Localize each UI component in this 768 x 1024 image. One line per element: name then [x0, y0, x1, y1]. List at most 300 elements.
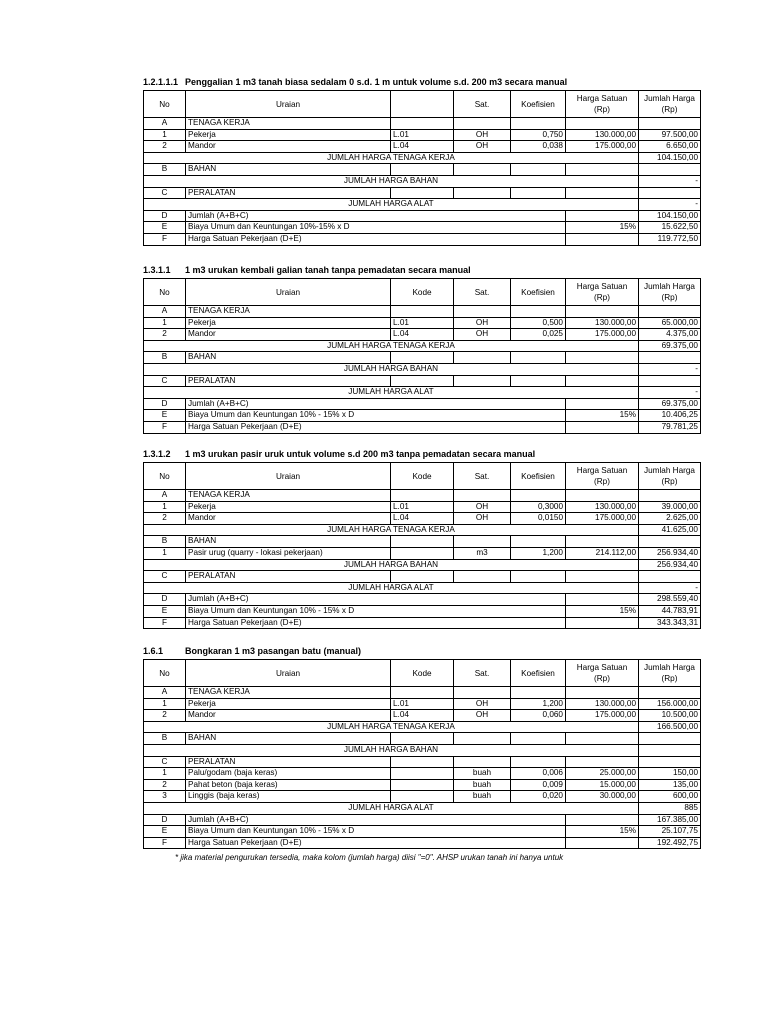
empty-cell: [639, 756, 701, 768]
summary-text: Biaya Umum dan Keuntungan 10% - 15% x D: [186, 605, 566, 617]
row-koefisien: 0,038: [511, 141, 566, 153]
footnote: * jika material pengurukan tersedia, maka kolom (jumlah harga) diisi "=0". AHSP urukan tanah ini hanya untuk: [175, 853, 564, 862]
group-letter: A: [144, 687, 186, 699]
total-row-tenaga-kerja: [144, 721, 701, 733]
row-harga-satuan: 15.000,00: [566, 779, 639, 791]
row-kode: [391, 791, 454, 803]
empty-cell: [639, 187, 701, 199]
row-koefisien: 1,200: [511, 698, 566, 710]
total-label: JUMLAH HARGA BAHAN: [144, 175, 639, 187]
total-row-peralatan: [144, 199, 701, 211]
total-value: 104.150,00: [639, 152, 701, 164]
group-letter: B: [144, 733, 186, 745]
row-uraian: Pahat beton (baja keras): [186, 779, 391, 791]
empty-cell: [391, 687, 454, 699]
row-jumlah-harga: 135,00: [639, 779, 701, 791]
total-row-peralatan: [144, 387, 701, 399]
empty-cell: [391, 164, 454, 176]
header-sat: Sat.: [454, 91, 511, 118]
summary-row-biaya-umum: [144, 826, 701, 838]
summary-percent: 15%: [566, 222, 639, 234]
section-number: 1.3.1.2: [143, 449, 171, 459]
section-title: [143, 265, 471, 276]
empty-cell: [566, 733, 639, 745]
empty-cell: [454, 352, 511, 364]
row-no: 2: [144, 513, 186, 525]
group-letter: A: [144, 118, 186, 130]
total-row-bahan: [144, 559, 701, 571]
total-label: JUMLAH HARGA ALAT: [144, 199, 639, 211]
header-koefisien: Koefisien: [511, 463, 566, 490]
row-koefisien: 0,3000: [511, 501, 566, 513]
group-title: BAHAN: [186, 352, 391, 364]
row-uraian: Linggis (baja keras): [186, 791, 391, 803]
group-title: BAHAN: [186, 536, 391, 548]
summary-row-biaya-umum: [144, 605, 701, 617]
empty-cell: [566, 375, 639, 387]
row-uraian: Pekerja: [186, 698, 391, 710]
header-no: No: [144, 463, 186, 490]
summary-value: 119.772,50: [639, 233, 701, 245]
summary-letter: D: [144, 398, 186, 410]
row-harga-satuan: 175.000,00: [566, 710, 639, 722]
row-koefisien: 1,200: [511, 547, 566, 559]
row-sat: OH: [454, 317, 511, 329]
summary-letter: D: [144, 594, 186, 606]
row-jumlah-harga: 150,00: [639, 768, 701, 780]
row-harga-satuan: 130.000,00: [566, 698, 639, 710]
total-label: JUMLAH HARGA TENAGA KERJA: [144, 524, 639, 536]
header-uraian: Uraian: [186, 279, 391, 306]
group-title: PERALATAN: [186, 571, 391, 583]
ahsp-table: [143, 90, 701, 246]
summary-letter: F: [144, 233, 186, 245]
header-koefisien: Koefisien: [511, 660, 566, 687]
empty-cell: [454, 375, 511, 387]
summary-value: 25.107,75: [639, 826, 701, 838]
empty-cell: [391, 118, 454, 130]
row-kode: L.04: [391, 710, 454, 722]
tenaga-kerja-row: [144, 129, 701, 141]
group-letter: C: [144, 571, 186, 583]
row-no: 2: [144, 779, 186, 791]
summary-percent: [566, 233, 639, 245]
row-harga-satuan: 25.000,00: [566, 768, 639, 780]
row-no: 1: [144, 129, 186, 141]
group-row-peralatan: [144, 187, 701, 199]
header-sat: Sat.: [454, 660, 511, 687]
header-uraian: Uraian: [186, 463, 391, 490]
header-row: [144, 91, 701, 118]
row-koefisien: 0,006: [511, 768, 566, 780]
total-value: -: [639, 582, 701, 594]
empty-cell: [511, 352, 566, 364]
row-jumlah-harga: 256.934,40: [639, 547, 701, 559]
total-label: JUMLAH HARGA ALAT: [144, 802, 639, 814]
header-sat: Sat.: [454, 463, 511, 490]
row-kode: L.01: [391, 317, 454, 329]
tenaga-kerja-row: [144, 698, 701, 710]
total-row-tenaga-kerja: [144, 340, 701, 352]
section-title-text: 1 m3 urukan pasir uruk untuk volume s.d 200 m3 tanpa pemadatan secara manual: [185, 449, 536, 459]
summary-text: Jumlah (A+B+C): [186, 814, 566, 826]
total-label: JUMLAH HARGA ALAT: [144, 582, 639, 594]
row-no: 1: [144, 317, 186, 329]
total-value: 69.375,00: [639, 340, 701, 352]
row-no: 1: [144, 547, 186, 559]
row-koefisien: 0,060: [511, 710, 566, 722]
row-koefisien: 0,025: [511, 329, 566, 341]
row-harga-satuan: 175.000,00: [566, 329, 639, 341]
summary-value: 298.559,40: [639, 594, 701, 606]
row-jumlah-harga: 65.000,00: [639, 317, 701, 329]
summary-row-biaya-umum: [144, 222, 701, 234]
summary-row-jumlah: [144, 398, 701, 410]
empty-cell: [454, 536, 511, 548]
empty-cell: [511, 306, 566, 318]
empty-cell: [639, 687, 701, 699]
summary-percent: 15%: [566, 826, 639, 838]
row-uraian: Mandor: [186, 329, 391, 341]
empty-cell: [639, 352, 701, 364]
row-sat: OH: [454, 329, 511, 341]
bahan-row: [144, 547, 701, 559]
total-value: -: [639, 363, 701, 375]
summary-row-jumlah: [144, 210, 701, 222]
row-jumlah-harga: 600,00: [639, 791, 701, 803]
row-no: 2: [144, 329, 186, 341]
header-harga-satuan: Harga Satuan (Rp): [566, 279, 639, 306]
summary-text: Jumlah (A+B+C): [186, 594, 566, 606]
group-title: PERALATAN: [186, 187, 391, 199]
row-harga-satuan: 130.000,00: [566, 501, 639, 513]
summary-text: Biaya Umum dan Keuntungan 10%-15% x D: [186, 222, 566, 234]
row-sat: buah: [454, 768, 511, 780]
empty-cell: [639, 118, 701, 130]
summary-value: 10.406,25: [639, 410, 701, 422]
header-harga-satuan: Harga Satuan (Rp): [566, 660, 639, 687]
group-title: TENAGA KERJA: [186, 490, 391, 502]
row-koefisien: 0,020: [511, 791, 566, 803]
group-row-bahan: [144, 164, 701, 176]
summary-row-harga-satuan-pekerjaan: [144, 421, 701, 433]
empty-cell: [454, 490, 511, 502]
row-koefisien: 0,0150: [511, 513, 566, 525]
empty-cell: [454, 118, 511, 130]
empty-cell: [511, 375, 566, 387]
row-uraian: Mandor: [186, 141, 391, 153]
empty-cell: [639, 490, 701, 502]
row-harga-satuan: 130.000,00: [566, 129, 639, 141]
empty-cell: [391, 306, 454, 318]
total-row-peralatan: [144, 582, 701, 594]
summary-percent: [566, 594, 639, 606]
total-label: JUMLAH HARGA TENAGA KERJA: [144, 152, 639, 164]
summary-value: 343.343,31: [639, 617, 701, 629]
group-title: PERALATAN: [186, 756, 391, 768]
group-title: TENAGA KERJA: [186, 306, 391, 318]
row-sat: m3: [454, 547, 511, 559]
total-row-peralatan: [144, 802, 701, 814]
group-row-tenaga-kerja: [144, 687, 701, 699]
total-label: JUMLAH HARGA TENAGA KERJA: [144, 340, 639, 352]
empty-cell: [454, 733, 511, 745]
summary-letter: F: [144, 617, 186, 629]
header-kode: Kode: [391, 279, 454, 306]
row-uraian: Pekerja: [186, 501, 391, 513]
group-row-tenaga-kerja: [144, 118, 701, 130]
group-row-bahan: [144, 733, 701, 745]
summary-text: Harga Satuan Pekerjaan (D+E): [186, 421, 566, 433]
total-value: -: [639, 387, 701, 399]
row-no: 2: [144, 141, 186, 153]
empty-cell: [391, 187, 454, 199]
summary-percent: [566, 617, 639, 629]
row-koefisien: 0,750: [511, 129, 566, 141]
empty-cell: [639, 164, 701, 176]
peralatan-row: [144, 768, 701, 780]
header-sat: Sat.: [454, 279, 511, 306]
header-row: [144, 660, 701, 687]
empty-cell: [391, 490, 454, 502]
row-uraian: Pekerja: [186, 317, 391, 329]
row-jumlah-harga: 6.650,00: [639, 141, 701, 153]
summary-row-harga-satuan-pekerjaan: [144, 617, 701, 629]
total-value: 885: [639, 802, 701, 814]
summary-text: Harga Satuan Pekerjaan (D+E): [186, 837, 566, 849]
summary-letter: E: [144, 605, 186, 617]
row-harga-satuan: 130.000,00: [566, 317, 639, 329]
total-label: JUMLAH HARGA BAHAN: [144, 744, 639, 756]
summary-letter: E: [144, 222, 186, 234]
total-value: -: [639, 199, 701, 211]
group-row-bahan: [144, 352, 701, 364]
group-letter: A: [144, 306, 186, 318]
summary-value: 192.492,75: [639, 837, 701, 849]
total-row-bahan: [144, 744, 701, 756]
row-kode: L.04: [391, 141, 454, 153]
row-kode: L.01: [391, 501, 454, 513]
empty-cell: [511, 187, 566, 199]
empty-cell: [566, 756, 639, 768]
header-kode: Kode: [391, 463, 454, 490]
group-row-peralatan: [144, 571, 701, 583]
header-harga-satuan: Harga Satuan (Rp): [566, 463, 639, 490]
empty-cell: [454, 306, 511, 318]
empty-cell: [511, 490, 566, 502]
group-title: BAHAN: [186, 733, 391, 745]
empty-cell: [511, 733, 566, 745]
empty-cell: [566, 164, 639, 176]
empty-cell: [454, 756, 511, 768]
header-row: [144, 279, 701, 306]
row-no: 2: [144, 710, 186, 722]
group-title: TENAGA KERJA: [186, 687, 391, 699]
summary-value: 69.375,00: [639, 398, 701, 410]
empty-cell: [639, 306, 701, 318]
summary-row-jumlah: [144, 814, 701, 826]
section-title: [143, 646, 361, 657]
summary-letter: F: [144, 837, 186, 849]
row-no: 1: [144, 501, 186, 513]
empty-cell: [391, 756, 454, 768]
total-value: [639, 744, 701, 756]
tenaga-kerja-row: [144, 710, 701, 722]
tenaga-kerja-row: [144, 513, 701, 525]
group-letter: B: [144, 164, 186, 176]
ahsp-table: [143, 278, 701, 434]
total-value: 166.500,00: [639, 721, 701, 733]
empty-cell: [454, 164, 511, 176]
tenaga-kerja-row: [144, 141, 701, 153]
total-value: 41.625,00: [639, 524, 701, 536]
empty-cell: [511, 164, 566, 176]
section-title-text: 1 m3 urukan kembali galian tanah tanpa pemadatan secara manual: [185, 265, 471, 275]
row-koefisien: 0,500: [511, 317, 566, 329]
row-sat: buah: [454, 779, 511, 791]
row-uraian: Mandor: [186, 710, 391, 722]
row-kode: L.04: [391, 329, 454, 341]
peralatan-row: [144, 779, 701, 791]
empty-cell: [511, 571, 566, 583]
summary-row-jumlah: [144, 594, 701, 606]
header-jumlah-harga: Jumlah Harga (Rp): [639, 279, 701, 306]
summary-percent: [566, 814, 639, 826]
group-letter: C: [144, 187, 186, 199]
row-sat: OH: [454, 141, 511, 153]
row-jumlah-harga: 4.375,00: [639, 329, 701, 341]
header-jumlah-harga: Jumlah Harga (Rp): [639, 463, 701, 490]
row-sat: OH: [454, 129, 511, 141]
section-title-text: Penggalian 1 m3 tanah biasa sedalam 0 s.d. 1 m untuk volume s.d. 200 m3 secara manual: [185, 77, 568, 87]
empty-cell: [639, 375, 701, 387]
ahsp-table: [143, 659, 701, 849]
row-sat: OH: [454, 710, 511, 722]
group-letter: A: [144, 490, 186, 502]
empty-cell: [639, 733, 701, 745]
row-harga-satuan: 175.000,00: [566, 513, 639, 525]
header-harga-satuan: Harga Satuan (Rp): [566, 91, 639, 118]
empty-cell: [639, 536, 701, 548]
row-jumlah-harga: 97.500,00: [639, 129, 701, 141]
summary-text: Jumlah (A+B+C): [186, 210, 566, 222]
total-row-tenaga-kerja: [144, 152, 701, 164]
group-row-peralatan: [144, 756, 701, 768]
summary-value: 79.781,25: [639, 421, 701, 433]
row-sat: OH: [454, 698, 511, 710]
row-uraian: Pekerja: [186, 129, 391, 141]
group-title: TENAGA KERJA: [186, 118, 391, 130]
section-title: [143, 449, 535, 460]
row-kode: [391, 779, 454, 791]
summary-percent: [566, 421, 639, 433]
header-no: No: [144, 660, 186, 687]
row-kode: [391, 768, 454, 780]
empty-cell: [566, 490, 639, 502]
summary-letter: D: [144, 814, 186, 826]
header-jumlah-harga: Jumlah Harga (Rp): [639, 660, 701, 687]
total-row-bahan: [144, 363, 701, 375]
empty-cell: [454, 687, 511, 699]
summary-value: 44.783,91: [639, 605, 701, 617]
empty-cell: [391, 375, 454, 387]
empty-cell: [391, 571, 454, 583]
header-koefisien: Koefisien: [511, 91, 566, 118]
total-row-tenaga-kerja: [144, 524, 701, 536]
summary-text: Biaya Umum dan Keuntungan 10% - 15% x D: [186, 410, 566, 422]
row-jumlah-harga: 39.000,00: [639, 501, 701, 513]
summary-percent: 15%: [566, 410, 639, 422]
group-row-tenaga-kerja: [144, 490, 701, 502]
row-kode: L.01: [391, 698, 454, 710]
row-harga-satuan: 30.000,00: [566, 791, 639, 803]
empty-cell: [391, 352, 454, 364]
header-no: No: [144, 91, 186, 118]
row-sat: OH: [454, 501, 511, 513]
total-value: -: [639, 175, 701, 187]
header-koefisien: Koefisien: [511, 279, 566, 306]
group-row-tenaga-kerja: [144, 306, 701, 318]
header-no: No: [144, 279, 186, 306]
tenaga-kerja-row: [144, 317, 701, 329]
summary-value: 167.385,00: [639, 814, 701, 826]
ahsp-table: [143, 462, 701, 629]
row-koefisien: 0,009: [511, 779, 566, 791]
total-label: JUMLAH HARGA ALAT: [144, 387, 639, 399]
row-uraian: Mandor: [186, 513, 391, 525]
empty-cell: [639, 571, 701, 583]
summary-text: Jumlah (A+B+C): [186, 398, 566, 410]
row-harga-satuan: 175.000,00: [566, 141, 639, 153]
summary-percent: [566, 837, 639, 849]
group-letter: C: [144, 375, 186, 387]
section-title-text: Bongkaran 1 m3 pasangan batu (manual): [185, 646, 362, 656]
empty-cell: [566, 306, 639, 318]
empty-cell: [391, 536, 454, 548]
row-sat: buah: [454, 791, 511, 803]
empty-cell: [566, 571, 639, 583]
row-jumlah-harga: 2.625,00: [639, 513, 701, 525]
summary-letter: E: [144, 826, 186, 838]
empty-cell: [454, 187, 511, 199]
empty-cell: [511, 536, 566, 548]
empty-cell: [511, 118, 566, 130]
summary-letter: E: [144, 410, 186, 422]
summary-percent: 15%: [566, 605, 639, 617]
group-title: BAHAN: [186, 164, 391, 176]
section-title: [143, 77, 567, 88]
summary-value: 104.150,00: [639, 210, 701, 222]
group-letter: C: [144, 756, 186, 768]
total-row-bahan: [144, 175, 701, 187]
header-jumlah-harga: Jumlah Harga (Rp): [639, 91, 701, 118]
summary-percent: [566, 210, 639, 222]
group-row-peralatan: [144, 375, 701, 387]
summary-value: 15.622,50: [639, 222, 701, 234]
section-number: 1.2.1.1.1: [143, 77, 179, 87]
empty-cell: [566, 118, 639, 130]
header-kode: [391, 91, 454, 118]
header-uraian: Uraian: [186, 91, 391, 118]
empty-cell: [454, 571, 511, 583]
summary-letter: F: [144, 421, 186, 433]
total-label: JUMLAH HARGA BAHAN: [144, 559, 639, 571]
tenaga-kerja-row: [144, 501, 701, 513]
summary-text: Biaya Umum dan Keuntungan 10% - 15% x D: [186, 826, 566, 838]
summary-row-biaya-umum: [144, 410, 701, 422]
total-label: JUMLAH HARGA TENAGA KERJA: [144, 721, 639, 733]
row-jumlah-harga: 156.000,00: [639, 698, 701, 710]
